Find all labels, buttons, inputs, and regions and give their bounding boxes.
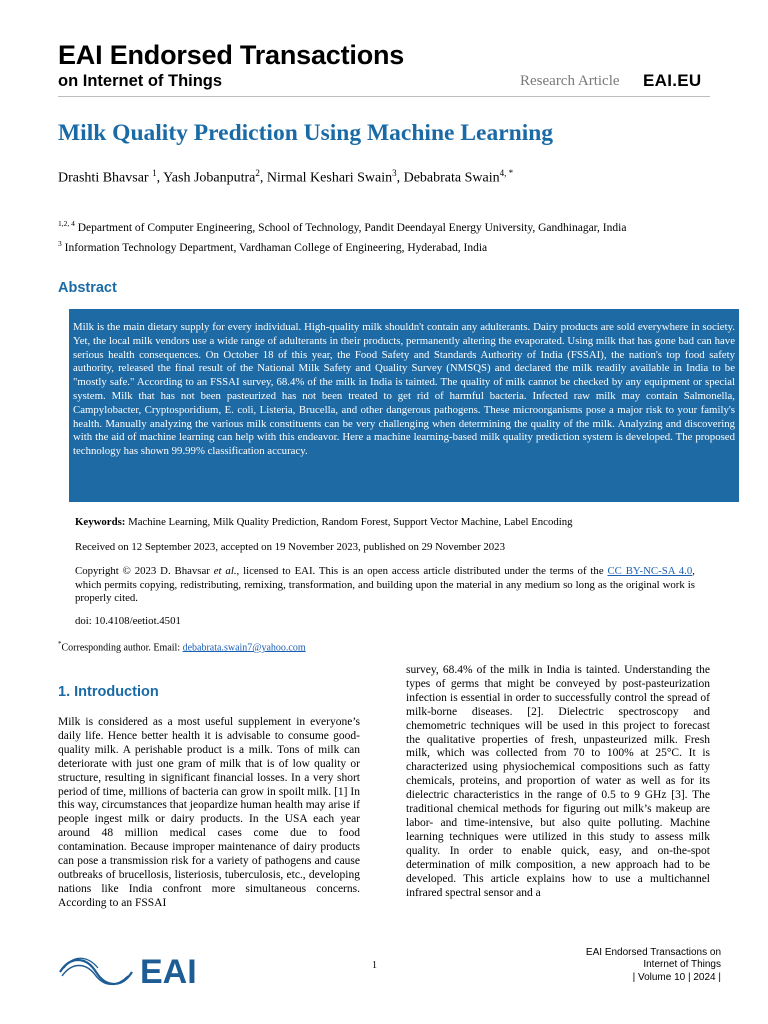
copyright-text: , licensed to EAI. This is an open access article distributed under the terms of the <box>236 565 608 577</box>
affiliations <box>58 216 626 256</box>
affiliation-line <box>58 216 626 236</box>
copyright-etal: et al. <box>213 565 237 577</box>
affiliation-mark: 3 <box>58 238 62 248</box>
introduction-heading: 1. Introduction <box>58 684 159 700</box>
header-divider <box>58 96 710 97</box>
license-link[interactable]: CC BY-NC-SA 4.0 <box>607 565 693 577</box>
footer-logo-text: EAI <box>140 953 197 990</box>
footer-journal-line: Internet of Things <box>643 959 721 971</box>
corresponding-email-link[interactable]: debabrata.swain7@yahoo.com <box>182 642 306 654</box>
eai-eu-logo[interactable]: EAI.EU <box>643 71 702 90</box>
author-name: Nirmal Keshari Swain <box>266 170 393 186</box>
abstract-text: Milk is the main dietary supply for every individual. High-quality milk shouldn't contain any adulterants. Dairy products are sold everywhere in society. Yet, the local milk vendors use a wide range of adulterants in their products, permanently altering the evaporated. Using milk that has gone bad can have serious health consequences. On October 18 of this year, the Food Safety and Standards Authority of India (FSSAI), the nation's top food safety authority, released the final result of the National Milk Safety and Quality Survey (NMSQS) and declared the milk readily available in India to be "mostly safe." According to an FSSAI survey, 68.4% of the milk in India is tainted. The quality of milk cannot be checked by any equipment or special system. Milk that has not been pasteurized has not been treated to get rid of harmful bacteria. Infected raw milk may contain Salmonella, Campylobacter, Cryptosporidium, E. coli, Listeria, Brucella, and other dangerous pathogens. These microorganisms pose a major risk to your family's health. Manually analyzing the various milk constituents can be very challenging when determining the quality of the milk. Analyzing and discovering with the aid of machine learning can help with this endeavor. Here a machine learning-based milk quality prediction system is developed. The proposed technology has shown 99.99% classification accuracy. <box>73 321 735 458</box>
copyright-notice <box>75 565 695 606</box>
author-affiliation-mark: 3 <box>392 168 397 178</box>
abstract-box <box>69 309 739 502</box>
affiliation-text: Department of Computer Engineering, School of Technology, Pandit Deendayal Energy University, Gandhinagar, India <box>77 221 627 234</box>
footer-journal-line: EAI Endorsed Transactions on <box>585 947 721 958</box>
corresponding-mark: * <box>58 640 62 648</box>
author-name: Debabrata Swain <box>403 170 500 186</box>
keywords <box>75 516 695 530</box>
journal-subtitle: on Internet of Things <box>58 72 223 90</box>
author-affiliation-mark: 1 <box>152 168 157 178</box>
keywords-label: Keywords: <box>75 516 126 528</box>
footer-journal-info <box>540 947 721 984</box>
eai-footer-logo[interactable] <box>56 950 216 990</box>
author-affiliation-mark: 2 <box>255 168 260 178</box>
article-type-label: Research Article <box>520 73 620 89</box>
publication-dates: Received on 12 September 2023, accepted on 19 November 2023, published on 29 November 2023 <box>75 541 505 553</box>
abstract-heading: Abstract <box>58 280 117 296</box>
body-text-right-column: survey, 68.4% of the milk in India is tainted. Understanding the types of germs that might be conveyed by post-pasteurization infection is essential in order to successfully control the spread of milk-borne diseases. [2]. Dielectric spectroscopy and chemometric techniques will be used in this project to forecast the qualitative properties of fresh, unpasteurized milk. Fresh milk, which was collected from 70 to 100% at 25°C. It is characterized using physiochemical compositions such as fatty chemicals, proteins, and proportion of water as well as for its dielectric characteristics in the range of 0.5 to 9 GHz [3]. The traditional chemical methods for figuring out milk’s makeup are labor- and time-intensive, but also quite polluting. Machine learning techniques were utilized in this study to assess milk quality. In order to enable quick, easy, and on-the-spot determination of milk composition, a new approach had to be developed. This article explains how to use a multichannel infrared spectral sensor and a <box>406 664 710 899</box>
keywords-text: Machine Learning, Milk Quality Prediction, Random Forest, Support Vector Machine, Label Encoding <box>125 516 573 528</box>
infinity-swirl-icon <box>60 958 132 984</box>
journal-title: EAI Endorsed Transactions <box>58 40 405 70</box>
affiliation-line <box>58 236 626 256</box>
author-list: Drashti Bhavsar $^1$, Yash Jobanputra$^2$, Nirmal Keshari Swain$^3$, Debabrata Swain$^{4, *}$ <box>58 168 514 186</box>
author-name: Drashti Bhavsar <box>58 170 153 186</box>
corresponding-author <box>58 640 306 653</box>
footer-journal-volume: | Volume 10 | 2024 | <box>632 971 721 983</box>
affiliation-mark: 1,2, 4 <box>58 219 75 228</box>
page-number: 1 <box>372 960 377 971</box>
corresponding-label: Corresponding author. Email: <box>61 642 183 654</box>
author-affiliation-mark: 4, * <box>499 168 514 178</box>
copyright-text: Copyright © 2023 D. Bhavsar <box>75 565 214 577</box>
copyright-text: , which permits copying, redistributing, remixing, transformation, and building upon the material in any medium so long as the original work is properly cited. <box>75 565 695 604</box>
doi: doi: 10.4108/eetiot.4501 <box>75 615 181 627</box>
paper-title: Milk Quality Prediction Using Machine Learning <box>58 120 554 146</box>
author-name: Yash Jobanputra <box>163 170 256 186</box>
body-text-left-column: Milk is considered as a most useful supplement in everyone’s daily life. Hence better health it is advisable to consume good-quality milk. A perishable product is a milk. Tons of milk can deteriorate with just one gram of milk that is of low quality or structure, resulting in significant financial losses. In a very short period of time, millions of bacteria can grow in spoilt milk. [1] In this way, circumstances that jeopardize human health may arise if people ingest milk or dairy products. In the USA each year around 48 million medical cases come due to food contamination. Because improper maintenance of dairy products can pose a transmission risk for a variety of pathogens and cause outbreaks of brucellosis, listeriosis, tuberculosis, etc., developing nations like India confront more simultaneous concerns. According to an FSSAI <box>58 716 360 909</box>
affiliation-text: Information Technology Department, Vardhaman College of Engineering, Hyderabad, India <box>64 241 488 254</box>
